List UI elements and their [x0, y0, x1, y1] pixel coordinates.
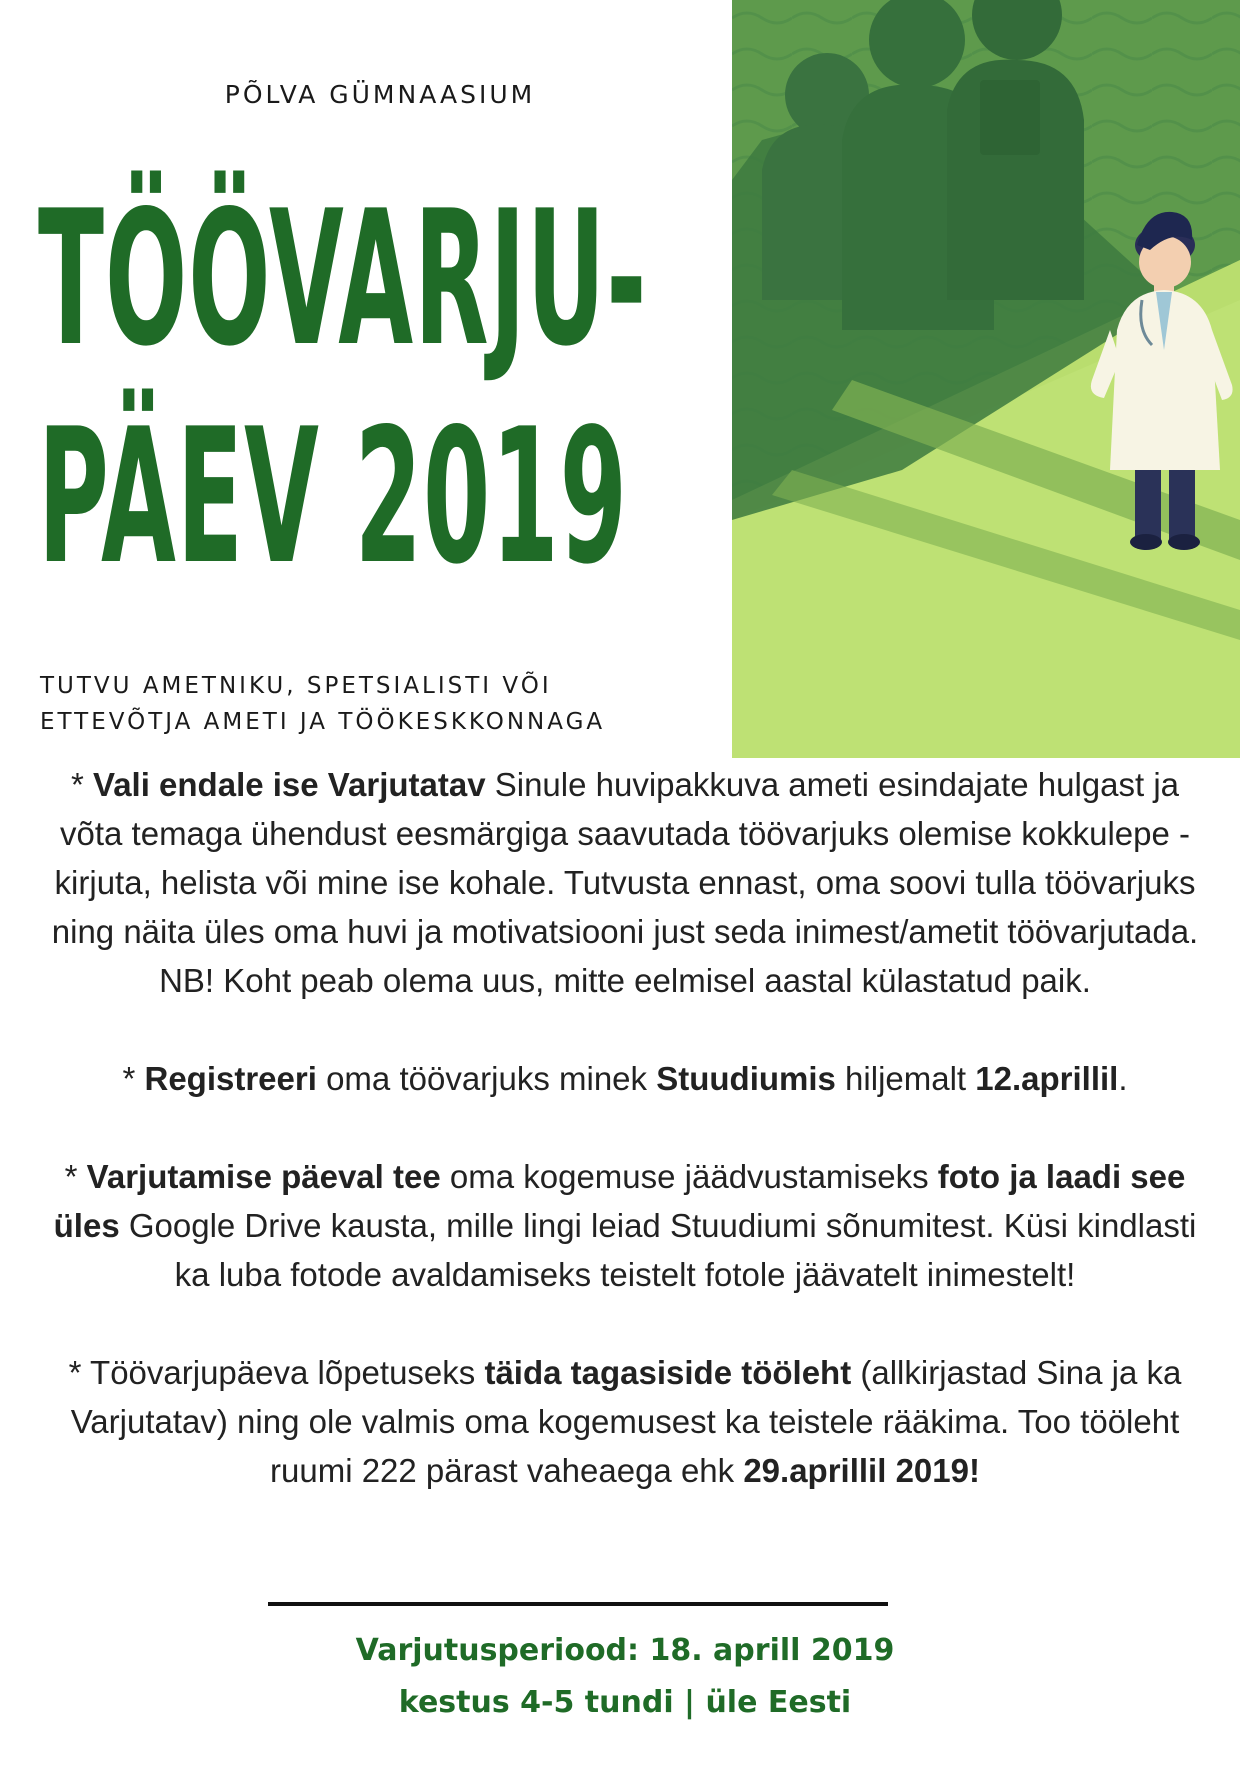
bold-text: täida tagasiside tööleht [484, 1354, 852, 1391]
text-segment: oma kogemuse jäädvustamiseks [440, 1158, 938, 1195]
instruction-paragraph [50, 1348, 1200, 1495]
text-segment: * Töövarjupäeva lõpetuseks [68, 1354, 485, 1391]
instruction-paragraph [50, 1152, 1200, 1299]
duration-line: kestus 4-5 tundi | üle Eesti [398, 1685, 852, 1720]
text-segment: oma töövarjuks minek [316, 1060, 657, 1097]
bold-text: foto ja laadi see üles [53, 1158, 1186, 1244]
text-segment: Google Drive kausta, mille lingi leiad Stuudiumi sõnumitest. Küsi kindlasti ka luba fotode avaldamiseks teistelt fotole jäävatelt inimestelt! [119, 1207, 1197, 1293]
text-segment: (allkirjastad Sina ja ka Varjutatav) ning ole valmis oma kogemusest ka teistele rääkima. Too tööleht ruumi 222 pärast vaheaega ehk [70, 1354, 1182, 1489]
instruction-paragraph [50, 760, 1200, 1005]
text-segment: hiljemalt [835, 1060, 976, 1097]
divider-line [268, 1602, 888, 1606]
text-segment: NB! Koht peab olema uus, mitte eelmisel aastal külastatud paik. [159, 962, 1091, 999]
text-segment: Sinule huvipakkuva ameti esindajate hulgast ja võta temaga ühendust eesmärgiga saavutada töövarjuks olemise kokkulepe - kirjuta, helista või mine ise kohale. Tutvusta ennast, oma soovi tulla töövarjuks ning näita üles oma huvi ja motivatsiooni just seda inimest/ametit töövarjutada. [51, 766, 1199, 950]
bold-text: 12.aprillil [975, 1060, 1119, 1097]
doctor-shadow-illustration [732, 0, 1240, 758]
bold-text: Stuudiumis [656, 1060, 836, 1097]
bold-text: Varjutamise päeval tee [86, 1158, 441, 1195]
instructions [50, 760, 1200, 1544]
text-segment: * [64, 1158, 87, 1195]
text-segment: . [1118, 1060, 1128, 1097]
subtitle-line-2: ETTEVÕTJA AMETI JA TÖÖKESKKONNAGA [40, 709, 606, 735]
bold-text: 29.aprillil 2019! [743, 1452, 980, 1489]
instruction-paragraph [50, 1054, 1200, 1103]
subtitle-line-1: TUTVU AMETNIKU, SPETSIALISTI VÕI [40, 673, 552, 699]
text-segment: * [70, 766, 93, 803]
subtitle [40, 668, 740, 740]
page-title [38, 170, 648, 606]
school-name: PÕLVA GÜMNAASIUM [224, 80, 536, 109]
bold-text: Vali endale ise Varjutatav [93, 766, 486, 803]
text-segment: * [122, 1060, 145, 1097]
period-line: Varjutusperiood: 18. aprill 2019 [355, 1633, 895, 1668]
bold-text: Registreeri [144, 1060, 317, 1097]
title-line-2: PÄEV 2019 [38, 388, 629, 605]
title-line-1: TÖÖVARJU- [38, 170, 648, 387]
